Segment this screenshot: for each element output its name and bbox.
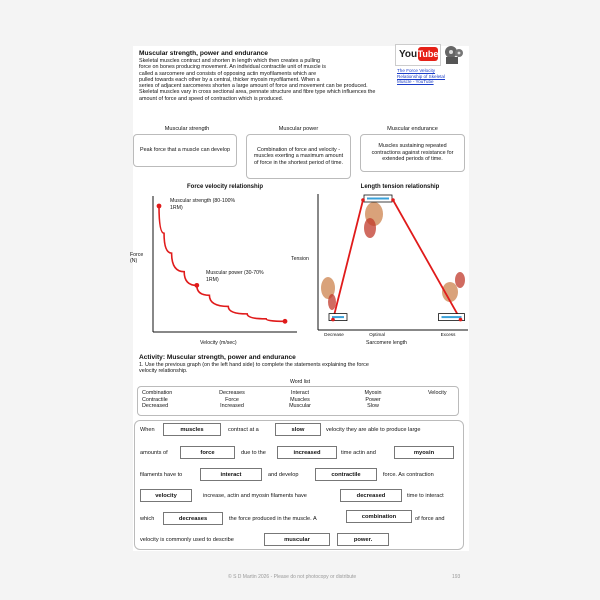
answer-blank[interactable]: myosin xyxy=(394,446,454,459)
curve-start-point xyxy=(157,204,162,209)
curve-point xyxy=(331,318,335,322)
intro-line: pulled towards each other by a central, thicker myosin myofilament. When a xyxy=(139,76,320,83)
youtube-logo[interactable] xyxy=(395,44,441,66)
wordlist-column xyxy=(280,390,320,410)
word: Increased xyxy=(220,403,244,409)
activity-instructions xyxy=(139,362,469,375)
answer-blank[interactable]: increased xyxy=(277,446,337,459)
sentence-text: When xyxy=(140,427,155,433)
word: Force xyxy=(225,396,239,403)
sarcomere-filament xyxy=(367,198,389,200)
section-title: Muscular strength, power and endurance xyxy=(139,50,268,57)
sarcomere-filament xyxy=(332,316,344,318)
curve-point xyxy=(391,198,395,202)
answer-blank[interactable]: slow xyxy=(275,423,321,436)
video-link[interactable] xyxy=(397,68,467,85)
word: Muscles xyxy=(290,396,310,403)
youtube-logo-tube: Tube xyxy=(417,49,439,59)
sentence-text: force. As contraction xyxy=(383,472,434,478)
answer-blank[interactable]: decreases xyxy=(163,512,223,525)
wordlist-column xyxy=(142,390,172,410)
word: Contractile xyxy=(142,396,168,403)
sentence-text: which xyxy=(140,516,155,522)
answer-blank[interactable]: combination xyxy=(346,510,412,523)
sentence-text: the force produced in the muscle. A xyxy=(229,516,317,522)
x-tick-label: Optimal xyxy=(369,332,385,337)
instruction-line: 1. Use the previous graph (on the left hand side) to complete the statements explaining the force xyxy=(139,362,369,368)
sentence-text: due to the xyxy=(241,450,266,456)
x-tick-label: Decrease xyxy=(324,332,344,337)
annotation-power: Muscular power (30-70% 1RM) xyxy=(206,270,264,283)
definition-text: Muscles sustaining repeated contractions against resistance for extended periods of time. xyxy=(371,143,454,163)
sentence-text: time actin and xyxy=(341,450,376,456)
activity-title: Activity: Muscular strength, power and endurance xyxy=(139,354,296,361)
word: Interact xyxy=(291,390,309,396)
word: Decreases xyxy=(219,390,245,396)
force-velocity-curve xyxy=(159,206,285,321)
sentence-text: filaments have to xyxy=(140,472,183,478)
y-axis-label: Force (N) xyxy=(130,252,144,264)
sentence-text: time to interact xyxy=(407,493,444,499)
sentence-text: of force and xyxy=(415,516,445,522)
word: Myosin xyxy=(364,390,382,396)
definition-box xyxy=(360,134,465,172)
page-number: 193 xyxy=(452,574,461,580)
sentence-text: increase, actin and myosin filaments have xyxy=(203,493,307,499)
answer-blank[interactable]: force xyxy=(180,446,235,459)
length-tension-curve xyxy=(333,200,461,320)
video-link-line[interactable]: Relationship of Skeletal xyxy=(397,73,446,79)
arm-stretched-illustration xyxy=(442,272,465,302)
wordlist-title: Word list xyxy=(289,379,311,385)
answer-blank[interactable]: decreased xyxy=(340,489,402,502)
definition-text: Combination of force and velocity - muscles exerting a maximum amount of force in the shortest period of time. xyxy=(253,146,344,166)
intro-line: force on bones producing movement. An individual contractile unit of muscle is xyxy=(139,64,326,71)
arm-extended-illustration xyxy=(321,277,336,310)
word: Muscular xyxy=(289,403,311,409)
intro-line: Skeletal muscles contract and shorten in length which then creates a pulling xyxy=(139,58,320,64)
chart-title: Force velocity relationship xyxy=(186,184,264,190)
answer-blank[interactable]: muscular xyxy=(264,533,330,546)
answer-blank[interactable]: muscles xyxy=(163,423,221,436)
intro-line: Skeletal muscles vary in cross sectional area, pennate structure and fibre type which influences the xyxy=(139,89,376,96)
answer-blank[interactable]: contractile xyxy=(315,468,377,481)
y-axis-label: Tension xyxy=(291,256,309,262)
intro-line: amount of force and speed of contraction which is produced. xyxy=(139,95,284,102)
word: Decreased xyxy=(142,403,169,409)
word: Combination xyxy=(142,390,173,396)
video-link-line[interactable]: Muscle - YouTube xyxy=(397,79,434,85)
power-point xyxy=(194,283,199,288)
intro-line: series of adjacent sarcomeres shorten a large amount of force and movement can be produced. xyxy=(139,83,368,90)
answer-blank[interactable]: power. xyxy=(337,533,389,546)
annotation-strength: Muscular strength (80-100% 1RM) xyxy=(170,198,236,211)
video-link-line[interactable]: The Force Velocity xyxy=(397,68,436,73)
arm-flexed-illustration xyxy=(364,202,383,238)
sentence-text: and develop xyxy=(268,472,299,478)
x-axis-label: Velocity (m/sec) xyxy=(200,340,237,346)
chart-title: Length tension relationship xyxy=(360,184,440,190)
definition-box xyxy=(133,134,237,167)
sentence-text: velocity they are able to produce large xyxy=(326,427,421,433)
wordlist-box xyxy=(137,386,459,416)
youtube-logo-you: You xyxy=(399,49,418,60)
curve-end-point xyxy=(283,319,288,324)
answer-blank[interactable]: interact xyxy=(200,468,262,481)
definition-text: Peak force that a muscle can develop xyxy=(140,147,230,154)
sentence-text: contract at a xyxy=(228,427,259,433)
wordlist-column xyxy=(358,390,388,410)
word: Power xyxy=(365,396,381,403)
intro-line: called a sarcomere and consists of opposing actin myofilaments which are xyxy=(139,70,317,77)
definition-heading: Muscular power xyxy=(278,126,319,132)
definition-heading: Muscular endurance xyxy=(387,126,438,132)
fill-in-exercise xyxy=(134,420,464,550)
copyright-notice: © S D Martin 2026 - Please do not photocopy or distribute xyxy=(228,574,357,580)
sentence-text: amounts of xyxy=(140,450,168,456)
wordlist-column xyxy=(212,390,252,410)
word: Slow xyxy=(367,403,379,409)
sarcomere-filament xyxy=(442,316,462,318)
x-axis-label: Sarcomere length xyxy=(366,340,407,346)
x-tick-label: Excess xyxy=(440,332,456,337)
answer-blank[interactable]: velocity xyxy=(140,489,192,502)
definition-box xyxy=(246,134,351,179)
word: Velocity xyxy=(428,390,447,396)
curve-point xyxy=(459,318,463,322)
film-reel-icon xyxy=(442,44,464,66)
definition-heading: Muscular strength xyxy=(164,126,210,132)
video-link-block[interactable] xyxy=(395,44,467,94)
length-tension-chart xyxy=(314,190,470,340)
wordlist-column xyxy=(428,390,447,397)
instruction-line: velocity relationship. xyxy=(139,368,188,375)
curve-point xyxy=(361,198,365,202)
sentence-text: velocity is commonly used to describe xyxy=(140,537,234,543)
